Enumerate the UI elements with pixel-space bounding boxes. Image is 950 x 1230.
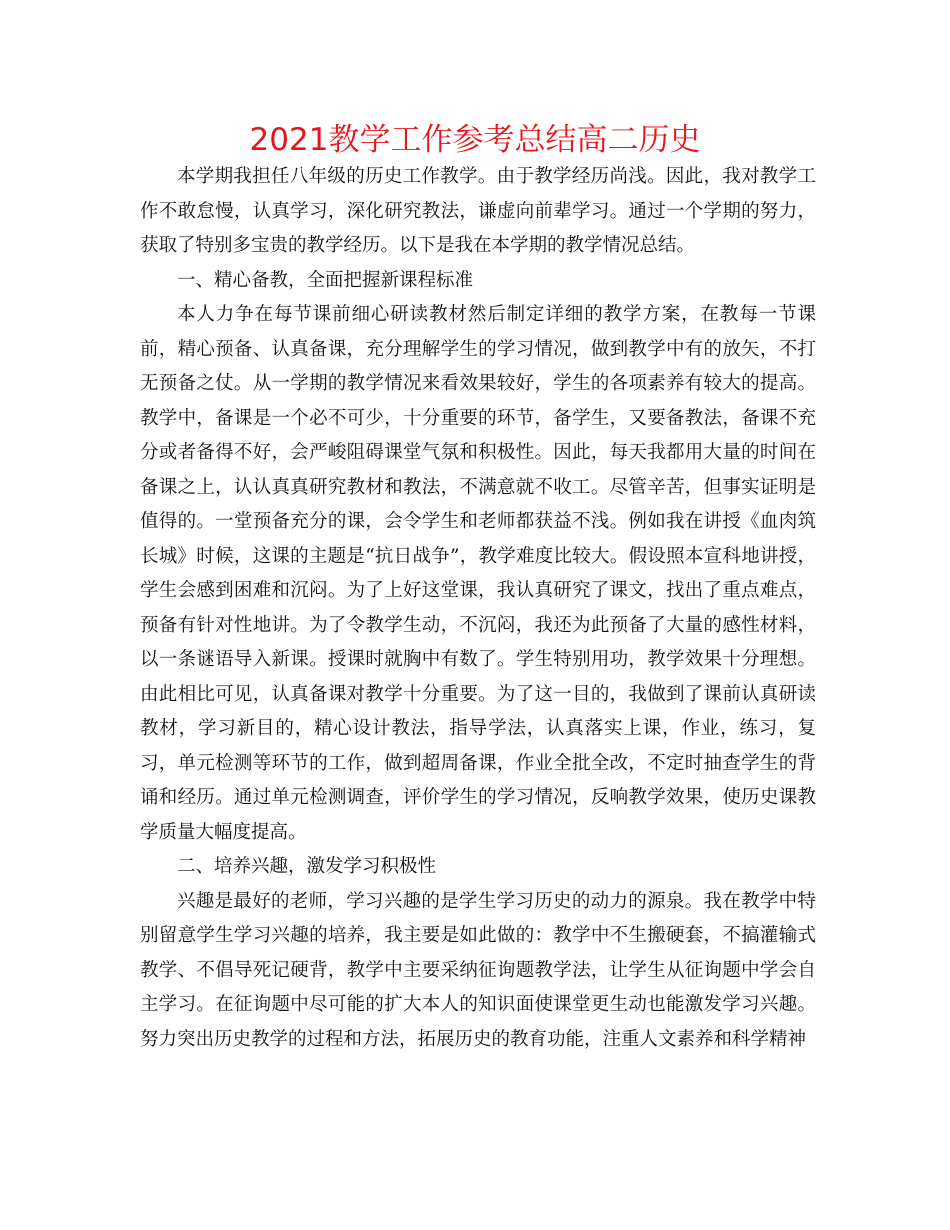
- paragraph-section-1: 本人力争在每节课前细心研读教材然后制定详细的教学方案，在教每一节课前，精心预备、认真备课，充分理解学生的学习情况，做到教学中有的放矢，不打无预备之仗。从一学期的教学情况来看效果较好，学生的各项素养有较大的提高。教学中，备课是一个必不可少，十分重要的环节，备学生，又要备教法，备课不充分或者备得不好，会严峻阻碍课堂气氛和积极性。因此，每天我都用大量的时间在备课之上，认认真真研究教材和教法，不满意就不收工。尽管辛苦，但事实证明是值得的。一堂预备充分的课，会令学生和老师都获益不浅。例如我在讲授《血肉筑长城》时候，这课的主题是“抗日战争”，教学难度比较大。假设照本宣科地讲授，学生会感到困难和沉闷。为了上好这堂课，我认真研究了课文，找出了重点难点，预备有针对性地讲。为了令教学生动，不沉闷，我还为此预备了大量的感性材料，以一条谜语导入新课。授课时就胸中有数了。学生特别用功，教学效果十分理想。由此相比可见，认真备课对教学十分重要。为了这一目的，我做到了课前认真研读教材，学习新目的，精心设计教法，指导学法，认真落实上课，作业，练习，复习，单元检测等环节的工作，做到超周备课，作业全批全改，不定时抽查学生的背诵和经历。通过单元检测调查，评价学生的学习情况，反响教学效果，使历史课教学质量大幅度提高。: [140, 304, 816, 843]
- section-heading-1: 一、精心备教，全面把握新课程标准: [177, 269, 474, 291]
- document-body: [140, 160, 816, 1057]
- document-title: 2021教学工作参考总结高二历史: [249, 122, 701, 158]
- paragraph-intro: 本学期我担任八年级的历史工作教学。由于教学经历尚浅。因此，我对教学工作不敢怠慢，认真学习，深化研究教法，谦虚向前辈学习。通过一个学期的努力，获取了特别多宝贵的教学经历。以下是我在本学期的教学情况总结。: [140, 166, 816, 256]
- paragraph-section-2: 兴趣是最好的老师，学习兴趣的是学生学习历史的动力的源泉。我在教学中特别留意学生学习兴趣的培养，我主要是如此做的：教学中不生搬硬套，不搞灌输式教学、不倡导死记硬背，教学中主要采纳征询题教学法，让学生从征询题中学会自主学习。在征询题中尽可能的扩大本人的知识面使课堂更生动也能激发学习兴趣。努力突出历史教学的过程和方法，拓展历史的教育功能，注重人文素养和科学精神: [140, 890, 816, 1050]
- section-heading-2: 二、培养兴趣，激发学习积极性: [177, 856, 437, 877]
